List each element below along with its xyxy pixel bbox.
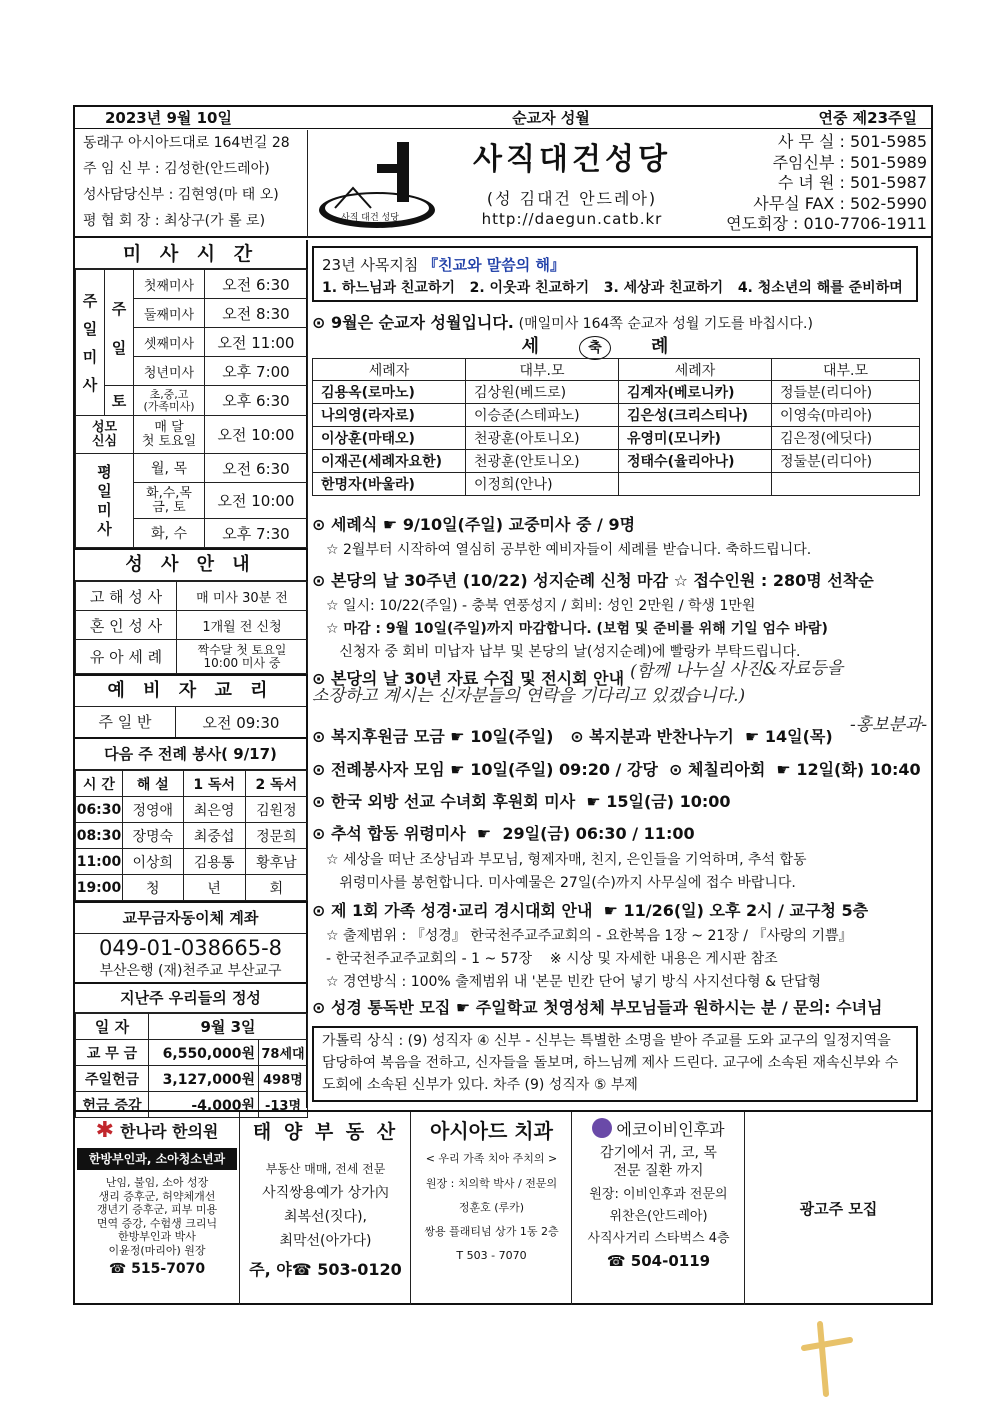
catechumen-time: 오전 09:30 [202,713,280,732]
ads-footer [75,1110,931,1303]
service-table [75,770,308,901]
empty-cell [619,473,772,496]
sunday-mass-label: 주 일 미 사 [76,270,105,416]
account-bank: 부산은행 (재)천주교 부산교구 [99,963,282,979]
catechumen-title: 예 비 자 교 리 [75,674,306,707]
baptized-name: 유영미(모니카) [619,427,772,450]
bulletin-header [75,107,931,129]
notice-liturgy-meeting [312,757,924,780]
left-column [75,240,308,1114]
weekday-mass-name: 화,수,목 금, 토 [134,483,205,519]
offering-count: 78세대 [259,1040,308,1066]
parish-address: 동래구 아시아드대로 164번길 28 [83,135,290,151]
marian-mass-time: 오전 10:00 [205,416,308,454]
notice-welfare [312,724,924,747]
account-number: 049-01-038665-8 [98,936,283,960]
guideline-motto: 『친교와 말씀의 해』 [423,256,565,274]
logo-caption: 사직 대건 성당 [341,213,399,223]
mass-name: 둘째미사 [134,299,205,328]
service-title: 다음 주 전례 봉사( 9/17) [75,739,306,770]
handwritten-line: (함께 나누실 사진&자료등을 [629,658,844,682]
catechumen-row [75,707,306,739]
sacrament-title: 성 사 안 내 [75,548,306,581]
notice-line: ☆ 마감 : 9월 10일(주일)까지 마감합니다. (보험 및 준비를 위해 기일 엄수 바람) [326,621,828,637]
martyr-month-text: (매일미사 164쪽 순교자 성월 기도를 바칩시다.) [518,316,813,332]
notice-bible-contest [312,898,924,991]
ad-description: 원장 : 치의학 박사 / 전문의 정훈호 (루카) 쌍용 플래티넘 상가 1동 2층 T 503 - 7070 [424,1177,559,1262]
baptized-name: 김용옥(로마노) [313,381,466,404]
sunday-label: 주 일 [105,270,134,386]
weekday-mass-time: 오후 7:30 [205,519,308,548]
weekday-mass-time: 오전 10:00 [205,483,308,519]
offering-count: 498명 [259,1066,308,1092]
service-cell: 장명숙 [123,823,184,849]
ad-phone: ☎ 515-7070 [108,1261,206,1277]
notice-head: ⊙ 한국 외방 선교 수녀회 후원회 미사 ☛ 15일(금) 10:00 [312,792,731,811]
service-header: 2 독서 [245,771,307,797]
ad-subtitle: 부동산 매매, 전세 전문 [265,1162,386,1176]
service-time: 19:00 [76,875,123,901]
service-cell: 김용통 [183,849,245,875]
offering-title: 지난주 우리들의 정성 [75,982,306,1013]
ad-title: 한나라 한의원 [120,1121,219,1141]
handwritten-note-2 [312,683,912,709]
bulletin-date: 2023년 9월 10일 [105,109,232,127]
handwritten-line: 소장하고 계시는 신자분들의 연락을 기다리고 있겠습니다.) [312,686,746,706]
contact-pastor: 주임신부 : 501-5989 [772,152,927,172]
service-cell: 최중섭 [183,823,245,849]
baptized-name: 김은성(크리스티나) [619,404,772,427]
feast-title: 순교자 성월 [512,109,590,127]
ad-subtitle: 감기에서 귀, 코, 목 전문 질환 까지 [600,1145,717,1179]
baptized-name: 이재곤(세례자요한) [313,450,466,473]
mass-time: 오전 6:30 [205,270,308,299]
sacrament-name: 유 아 세 례 [76,640,177,674]
liturgical-week: 연중 제23주일 [818,109,917,127]
catholic-knowledge-box [312,1026,918,1102]
service-cell: 이상희 [123,849,184,875]
ad-subtitle: 한방부인과, 소아청소년과 [77,1148,237,1170]
pencil-mark-icon [800,1318,860,1398]
notice-line: ☆ 일시: 10/22(주일) - 충북 연풍성지 / 회비: 성인 2만원 / 학생 1만원 [326,598,756,614]
godparent-name: 정들분(리디아) [772,381,920,404]
empty-cell [772,473,920,496]
saturday-label: 토 [105,386,134,416]
godparent-name: 이승준(스테파노) [466,404,619,427]
notice-baptism [312,512,924,559]
baptized-name: 정태수(율리아나) [619,450,772,473]
godparent-name: 이영숙(마리아) [772,404,920,427]
ad-title-row [75,1112,239,1148]
offering-label: 일 자 [76,1014,149,1040]
notice-head: ⊙ 본당의 날 30주년 (10/22) 성지순례 신청 마감 ☆ 접수인원 : 280명 선착순 [312,571,874,590]
baptism-title [312,332,918,358]
mass-name: 청년미사 [134,357,205,386]
notice-mission-mass [312,789,924,812]
mass-times-title: 미 사 시 간 [75,240,306,269]
parish-info [75,130,931,238]
sacrament-table [75,581,308,674]
offering-count: -13명 [259,1092,308,1118]
mass-name: 첫째미사 [134,270,205,299]
ad-phone: ☎ 504-0119 [606,1252,711,1270]
catechumen-class: 주 일 반 [75,707,176,737]
baptism-header: 세례자 [313,359,466,381]
ad-clinic-hanmed[interactable] [75,1112,240,1305]
service-header: 시 간 [76,771,123,797]
guideline-box [312,246,918,302]
ad-title: 태 양 부 동 산 [252,1121,399,1143]
contact-office: 사 무 실 : 501-5985 [777,132,927,151]
ad-subtitle: < 우리 가족 치아 주치의 > [425,1152,558,1165]
baptized-name: 김계자(베로니카) [619,381,772,404]
godparent-name: 김상원(베드로) [466,381,619,404]
contact-convent: 수 녀 원 : 501-5987 [777,173,927,192]
service-cell: 최은영 [183,797,245,823]
clinic-logo-icon [592,1118,612,1138]
mass-time: 오전 8:30 [205,299,308,328]
contact-list [705,132,927,235]
martyr-month-notice [312,310,918,333]
notice-line: 위령미사를 봉헌합니다. 미사예물은 27일(수)까지 사무실에 접수 바랍니다. [326,875,796,891]
baptized-name: 이상훈(마태오) [313,427,466,450]
mass-time: 오후 7:00 [205,357,308,386]
sacrament-name: 고 해 성 사 [76,582,177,611]
assistant-line: 성사담당신부 : 김현영(마 태 오) [83,187,279,203]
offering-date: 9월 3일 [149,1014,308,1040]
ad-realestate[interactable] [241,1112,411,1305]
martyr-month-head: ⊙ 9월은 순교자 성월입니다. [312,313,514,332]
godparent-name: 정둘분(리디아) [772,450,920,473]
service-cell: 정문희 [245,823,307,849]
ad-title: 아시아드 치과 [430,1119,553,1143]
marian-mass-name: 매 달 첫 토요일 [134,416,205,454]
service-cell: 회 [245,875,307,901]
weekday-mass-label: 평 일 미 사 [76,454,134,548]
baptized-name: 나의영(라자로) [313,404,466,427]
ad-vacancy[interactable] [746,1112,931,1305]
marian-label: 성모 신심 [76,416,134,454]
godparent-name: 천광훈(아토니오) [466,427,619,450]
sacrament-desc: 짝수달 첫 토요일 10:00 미사 중 [177,640,308,674]
service-time: 08:30 [76,823,123,849]
saturday-mass-time: 오후 6:30 [205,386,308,416]
offering-label: 주일헌금 [76,1066,149,1092]
parish-url[interactable] [447,210,697,228]
service-cell: 김원정 [245,797,307,823]
contact-funeral: 연도회장 : 010-7706-1911 [726,214,927,233]
notice-head: ⊙ 세례식 ☛ 9/10일(주일) 교중미사 중 / 9명 [312,515,636,534]
flower-icon: ✱ [95,1117,115,1143]
ad-dental[interactable] [412,1112,572,1305]
notice-head: ⊙ 추석 합동 위령미사 ☛ 29일(금) 06:30 / 11:00 [312,824,695,843]
guideline-title: 23년 사목지침 [322,256,419,274]
weekday-mass-name: 월, 목 [134,454,205,483]
congratulations-emblem: 축 [579,336,611,360]
service-time: 11:00 [76,849,123,875]
godparent-name: 천광훈(안토니오) [466,450,619,473]
catholic-knowledge-text: 가톨릭 상식 : (9) 성직자 ④ 신부 - 신부는 특별한 소명을 받아 주교를 도와 교구의 일정지역을 담당하여 복음을 전하고, 신자들을 돌보며, 하느님께 제사 드린다. 교구에 소속된 재속신부와 수도회에 소속된 신부가 있다. 차주 (9) 성직자 ⑤ 부제 [322,1033,899,1093]
parish-logo [315,138,440,233]
contact-fax: 사무실 FAX : 502-5990 [753,193,927,213]
saturday-mass-name: 초,중,고 (가족미사) [134,386,205,416]
sacrament-desc: 1개월 전 신청 [177,611,308,640]
parish-patron: (성 김대건 안드레아) [486,189,658,208]
offering-amount: 6,550,000원 [149,1040,259,1066]
ad-description: 난임, 불임, 소아 성장 생리 증후군, 허약체개선 갱년기 증후군, 피부 미용 면역 증강, 수험생 크리닉 한방부인과 박사 이윤정(마리아) 원장 [96,1176,218,1257]
godparent-name: 이정희(안나) [466,473,619,496]
sacrament-desc: 매 미사 30분 전 [177,582,308,611]
notice-bible-reading [312,995,924,1018]
ad-description: 사직쌍용예가 상가內 최복선(짓다), 최막선(아가다) [262,1185,389,1249]
notice-head: ⊙ 성경 통독반 모집 ☛ 주일학교 첫영성체 부모님들과 원하시는 분 / 문의: 수녀님 [312,998,883,1017]
notice-memorial-mass [312,821,924,892]
ad-phone: 주, 야☎ 503-0120 [249,1260,402,1279]
notice-head: ⊙ 본당의 날 30년 자료 수집 및 전시회 안내 [312,669,625,688]
baptism-title-left: 세 [521,336,579,357]
mass-times-table [75,269,308,548]
baptism-title-right: 례 [651,336,709,357]
council-line: 평 협 회 장 : 최상구(가 롤 로) [83,213,266,229]
mass-time: 오전 11:00 [205,328,308,357]
offering-label: 헌금 증감 [76,1092,149,1118]
sacrament-name: 혼 인 성 사 [76,611,177,640]
baptism-header: 대부.모 [466,359,619,381]
parish-url-text: http://daegun.catb.kr [481,210,663,228]
clergy-list [75,130,308,238]
account-title: 교무금자동이체 계좌 [75,901,306,934]
notice-line: - 한국천주교주교회의 - 1 ~ 57장 ※ 시상 및 자세한 내용은 게시판 참조 [326,951,778,967]
notice-pilgrimage [312,568,924,661]
service-cell: 년 [183,875,245,901]
ad-title-row [573,1112,744,1144]
weekday-mass-time: 오전 6:30 [205,454,308,483]
offering-amount: -4,000원 [149,1092,259,1118]
service-header: 1 독서 [183,771,245,797]
notice-line: 신청자 중 회비 미납자 납부 및 본당의 날(성지순례)에 빨랑카 부탁드립니다. [326,644,801,660]
service-cell: 황후남 [245,849,307,875]
notice-head: ⊙ 제 1회 가족 성경·교리 경시대회 안내 ☛ 11/26(일) 오후 2시 / 교구청 5층 [312,901,869,920]
service-time: 06:30 [76,797,123,823]
notice-head: ⊙ 복지후원금 모금 ☛ 10일(주일) ⊙ 복지분과 반찬나누기 ☛ 14일(목) [312,727,833,746]
parish-name: 사직대건성당 [473,142,671,177]
baptism-header: 대부.모 [772,359,920,381]
notice-line: ☆ 출제범위 : 『성경』 한국천주교주교회의 - 요한복음 1장 ~ 21장 / 『사랑의 기쁨』 [326,928,853,944]
baptism-header: 세례자 [619,359,772,381]
guideline-items: 1. 하느님과 친교하기 2. 이웃과 친교하기 3. 세상과 친교하기 4. 청소년의 해를 준비하며 [322,280,903,296]
godparent-name: 김은정(에딧다) [772,427,920,450]
guideline-title-row [314,248,916,275]
ad-ent-clinic[interactable] [573,1112,745,1305]
notice-line: ☆ 경연방식 : 100% 출제범위 내 '본문 빈칸 단어 넣기 방식 사지선다형 & 단답형 [326,974,822,990]
baptism-table [312,358,920,496]
ad-description: 원장: 이비인후과 전문의 위찬은(안드레아) 사직사거리 스타벅스 4층 [587,1187,730,1246]
offering-amount: 3,127,000원 [149,1066,259,1092]
ad-title: 광고주 모집 [799,1200,878,1218]
handwritten-signature: -홍보분과- [850,715,928,735]
offering-table [75,1013,308,1118]
mass-name: 셋째미사 [134,328,205,357]
service-cell: 정영애 [123,797,184,823]
offering-label: 교 무 금 [76,1040,149,1066]
service-cell: 청 [123,875,184,901]
notice-head: ⊙ 전례봉사자 모임 ☛ 10일(주일) 09:20 / 강당 ⊙ 체칠리아회 ☛ 12일(화) 10:40 [312,760,921,779]
baptized-name: 한명자(바울라) [313,473,466,496]
weekday-mass-name: 화, 수 [134,519,205,548]
notice-line: ☆ 세상을 떠난 조상님과 부모님, 형제자매, 친지, 은인들을 기억하며, 추석 합동 [326,852,807,868]
ad-title: 에코이비인후과 [616,1119,725,1139]
service-header: 해 설 [123,771,184,797]
pastor-line: 주 임 신 부 : 김성한(안드레아) [83,161,270,177]
notice-line: ☆ 2월부터 시작하여 열심히 공부한 예비자들이 세례를 받습니다. 축하드립니다. [326,542,812,558]
